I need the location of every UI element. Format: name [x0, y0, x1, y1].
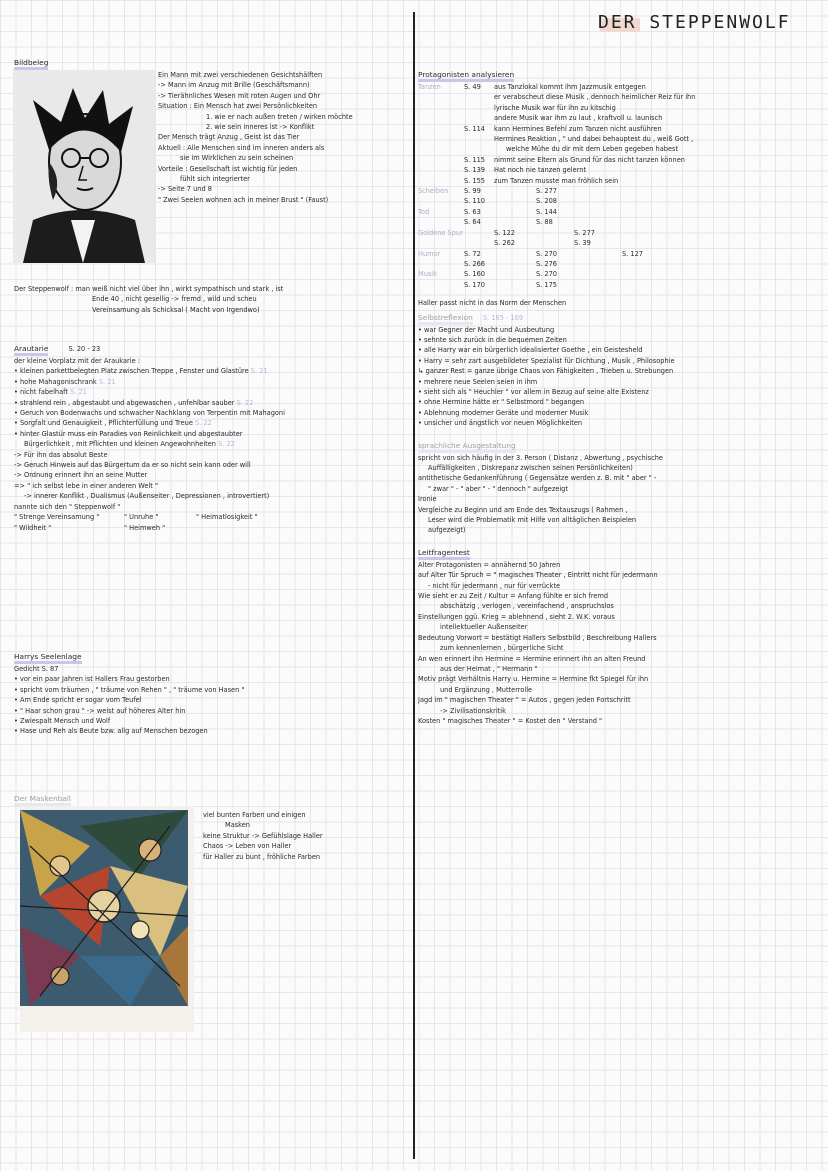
list-item: • hohe Mahagonischrank S. 21	[14, 377, 116, 386]
note-line: Leser wird die Problematik mit Hilfe von alltäglichen Beispielen	[428, 516, 637, 525]
topic-label: Scheiben	[418, 187, 449, 196]
section-heading-bildbeleg: Bildbeleg	[14, 58, 48, 70]
list-item: • vor ein paar Jahren ist Hallers Frau gestorben	[14, 675, 170, 684]
page-title: DER STEPPENWOLF	[598, 12, 791, 33]
note-line: -> Seite 7 und 8	[158, 185, 212, 194]
note-line: -> Mann im Anzug mit Brille (Geschäftsmann)	[158, 81, 310, 90]
note-line: Jagd im " magischen Theater " = Autos , gegen jeden Fortschritt	[418, 696, 631, 705]
trait: " Unruhe "	[124, 513, 159, 522]
note-line: viel bunten Farben und einigen	[203, 811, 306, 819]
maskenball-notes	[203, 810, 403, 862]
note-line: Chaos -> Leben von Haller	[203, 842, 292, 851]
list-item: • mehrere neue Seelen seien in ihm	[418, 377, 538, 386]
topic-label: Humor	[418, 249, 441, 258]
list-item: • alle Harry war ein bürgerlich idealisierter Goethe , ein Geistesheld	[418, 346, 643, 355]
note-line: -> innerer Konflikt , Dualismus (Außenseiter , Depressionen , introvertiert)	[24, 492, 270, 501]
arautarie-pages: S. 20 - 23	[68, 345, 101, 353]
note-line: -> Zivilisationskritik	[440, 706, 506, 715]
note-line: Ende 40 , nicht gesellig -> fremd , wild und scheu	[92, 295, 257, 304]
note-line: aufgezeigt)	[428, 526, 466, 535]
list-item: • Zwiespalt Mensch und Wolf	[14, 717, 111, 726]
right-column: Protagonisten analysieren Tanzen S. 49 aus Tanzlokal kommt ihm Jazzmusik entgegen er verabscheut diese Musik , dennoch heimlicher Reiz für ihn lyrische Musik war für ihn zu kitschig andere Musik war ihm zu laut , kraftvoll u. launisch S. 114 kann Hermines Befehl zum Tanzen nicht ausführen Hermines Reaktion , " und dabei behauptest du , weiß Gott , welche Mühe du dir mit dem Leben gegeben habest S. 115 nimmt seine Eltern als Grund für das nicht tanzen können S. 139 Hat noch nie tanzen gelernt S. 155 zum Tanzen musste man fröhlich sein Scheiben S. 99 S. 277 S. 110 S. 208 Tod S. 63 S. 144 S. 64 S. 88 Goldene Spur S. 122 S. 277 S. 262 S. 39 Humor S. 72 S. 270 S. 127 S. 266 S. 276 Musik S. 160 S. 270 S. 170 S. 175 Haller passt nicht in das Norm der Menschen Selbstreflexion S. 165 - 169 • war Gegner der Macht und Ausbeutung • sehnte sich zurück in die bequemen Zeiten • alle Harry war ein bürgerlich idealisierter Goethe , ein Geistesheld • Harry = sehr zart ausgebildeter Spezialist für Dichtung , Musik , Philosophie ↳ ganzer Rest = ganze übrige Chaos von Fähigkeiten , Trieben u. Strebungen • mehrere neue Seelen seien in ihm • sieht sich als " Heuchler " vor allem in Bezug auf seine alte Existenz • ohne Hermine hätte er " Selbstmord " begangen • Ablehnung moderner Geräte und moderner Musik • unsicher und ängstlich vor neuen Möglichkeiten sprachliche Ausgestaltung spricht von sich häufig in der 3. Person ( Distanz , Abwertung , psychische Auffälligkeiten , Diskrepanz zwischen seinen Persönlichkeiten) antithetische Gedankenführung ( Gegensätze werden z. B. mit " aber " - " zwar " - " aber " - " dennoch " aufgezeigt Ironie Vergleiche zu Beginn und am Ende des Textauszugs ( Rahmen , Leser wird die Problematik mit Hilfe von alltäglichen Beispielen aufgezeigt) Leitfragentest Alter Protagonisten = annähernd 50 Jahren auf Alter Tür Spruch = " magisches Theater , Eintritt nicht für jedermann - nicht für jedermann , nur für verrückte Wie sieht er zu Zeit / Kultur = Anfang fühlte er sich fremd abschätzig , verlogen , vereinfachend , anspruchslos Einstellungen ggü. Krieg = ablehnend , sieht 2. W.K. voraus intellektueller Außenseiter Bedeutung Vorwort = bestätigt Hallers Selbstbild , Beschreibung Hallers zum kennenlernen , bürgerliche Sicht An wen erinnert ihn Hermine = Hermine erinnert ihn an alten Freund aus der Heimat , " Hermann " Motiv prägt Verhältnis Harry u. Hermine = Hermine fkt Spiegel für ihn und Ergänzung , Mutterrolle Jagd im " magischen Theater " = Autos , gegen jeden Fortschritt -> Zivilisationskritik Kosten " magisches Theater " = Kostet den " Verstand "	[418, 66, 820, 1156]
note-line: Ein Mann mit zwei verschiedenen Gesichtshälften	[158, 71, 323, 79]
arautarie-section	[14, 340, 406, 533]
list-item: ↳ ganzer Rest = ganze übrige Chaos von Fähigkeiten , Trieben u. Strebungen	[418, 367, 674, 376]
note-line: Ironie	[418, 495, 437, 504]
note-line: Der Mensch trägt Anzug , Geist ist das Tier	[158, 133, 300, 142]
trait: " Heimweh "	[124, 523, 166, 532]
note-line: Kosten " magisches Theater " = Kostet den " Verstand "	[418, 716, 603, 725]
seelenlage-section	[14, 648, 406, 737]
note-line: " zwar " - " aber " - " dennoch " aufgezeigt	[428, 484, 568, 493]
note-line: sie im Wirklichen zu sein scheinen	[180, 154, 294, 163]
trait: " Strenge Vereinsamung "	[14, 513, 100, 522]
painting-drawing	[20, 806, 194, 1032]
section-heading-sprache: sprachliche Ausgestaltung	[418, 441, 516, 453]
section-heading-maskenball: Der Maskenball	[14, 794, 71, 806]
steppenwolf-description	[14, 284, 406, 315]
note-line: -> Ordnung erinnert ihn an seine Mutter	[14, 471, 148, 480]
note-line: Wie sieht er zu Zeit / Kultur = Anfang fühlte er sich fremd	[418, 592, 609, 601]
note-line: intellektueller Außenseiter	[440, 623, 528, 632]
section-heading-selbstreflexion: Selbstreflexion	[418, 313, 473, 325]
topic-label: Tod	[418, 207, 430, 216]
list-item: • unsicher und ängstlich vor neuen Möglichkeiten	[418, 419, 583, 428]
selbstreflexion-pages: S. 165 - 169	[482, 313, 524, 322]
list-item: • war Gegner der Macht und Ausbeutung	[418, 325, 555, 334]
note-line: auf Alter Tür Spruch = " magisches Theater , Eintritt nicht für jedermann	[418, 571, 658, 580]
list-item: • kleinen parkettbelegten Platz zwischen Treppe , Fenster und Glastüre S. 21	[14, 367, 268, 376]
list-item: • " Haar schon grau " -> weist auf höheres Alter hin	[14, 706, 186, 715]
note-line: Haller passt nicht in das Norm der Menschen	[418, 299, 567, 308]
note-line: Vergleiche zu Beginn und am Ende des Textauszugs ( Rahmen ,	[418, 505, 628, 514]
note-line: Aktuell : Alle Menschen sind im inneren anders als	[158, 143, 325, 152]
list-item: • strahlend rein , abgestaubt und abgewaschen , unfehlbar sauber S. 22	[14, 398, 254, 407]
list-item: • spricht vom träumen , " träume von Rehen " , " träume von Hasen "	[14, 685, 245, 694]
note-line: zum kennenlernen , bürgerliche Sicht	[440, 644, 564, 653]
traits-row	[14, 512, 406, 522]
note-line: Auffälligkeiten , Diskrepanz zwischen seinen Persönlichkeiten)	[428, 464, 633, 472]
note-line: Masken	[225, 821, 250, 830]
note-line: Situation : Ein Mensch hat zwei Persönlichkeiten	[158, 102, 318, 111]
list-item: • Harry = sehr zart ausgebildeter Spezialist für Dichtung , Musik , Philosophie	[418, 356, 675, 365]
note-line: => " ich selbst lebe in einer anderen Welt "	[14, 481, 158, 490]
masked-ball-painting	[20, 806, 194, 1032]
note-line: der kleine Vorplatz mit der Araukarie :	[14, 357, 140, 365]
note-line: Alter Protagonisten = annähernd 50 Jahren	[418, 560, 561, 569]
note-line: antithetische Gedankenführung ( Gegensätze werden z. B. mit " aber " -	[418, 474, 657, 483]
note-line: -> Für ihn das absolut Beste	[14, 450, 108, 459]
traits-row	[14, 523, 406, 533]
note-line: Bedeutung Vorwort = bestätigt Hallers Selbstbild , Beschreibung Hallers	[418, 633, 657, 642]
note-line: Der Steppenwolf : man weiß nicht viel über ihn , wirkt sympathisch und stark , ist	[14, 285, 284, 293]
list-item: • Sorgfalt und Genauigkeit , Pflichterfüllung und Treue S. 22	[14, 419, 212, 428]
note-line: aus der Heimat , " Hermann "	[440, 664, 538, 673]
note-line: spricht von sich häufig in der 3. Person ( Distanz , Abwertung , psychische	[418, 453, 663, 462]
topic-label: Musik	[418, 270, 437, 279]
note-line: fühlt sich integrierter	[180, 175, 250, 184]
list-item: • nicht fabelhaft S. 21	[14, 388, 87, 397]
list-item: • hinter Glastür muss ein Paradies von Reinlichkeit und abgestaubter	[14, 429, 243, 438]
note-line: nannte sich den " Steppenwolf "	[14, 502, 121, 511]
list-item: Bürgerlichkeit , mit Pflichten und kleinen Angewohnheiten S. 22	[24, 440, 235, 449]
topic-label: Goldene Spur	[418, 228, 463, 237]
note-line: für Haller zu bunt , fröhliche Farben	[203, 852, 321, 861]
trait: " Heimatlosigkeit "	[196, 513, 258, 522]
note-line: 1. wie er nach außen treten / wirken möchte	[206, 112, 353, 121]
note-line: " Zwei Seelen wohnen ach in meiner Brust " (Faust)	[158, 195, 329, 204]
bildbeleg-notes	[158, 70, 406, 205]
note-line: -> Geruch Hinweis auf das Bürgertum da er so nicht sein kann oder will	[14, 461, 251, 470]
list-item: • sehnte sich zurück in die bequemen Zeiten	[418, 335, 567, 344]
list-item: • Ablehnung moderner Geräte und moderner Musik	[418, 408, 589, 417]
note-line: An wen erinnert ihn Hermine = Hermine erinnert ihn an alten Freund	[418, 654, 646, 663]
maskenball-heading-wrap	[14, 790, 214, 806]
note-line: Vorteile : Gesellschaft ist wichtig für jeden	[158, 164, 298, 173]
section-heading-protagonisten: Protagonisten analysieren	[418, 70, 514, 82]
section-heading-leitfragen: Leitfragentest	[418, 548, 470, 560]
note-line: 2. wie sein inneres ist -> Konflikt	[206, 123, 315, 132]
note-line: keine Struktur -> Gefühlslage Haller	[203, 831, 323, 840]
note-line: Gedicht S. 87	[14, 665, 59, 673]
section-heading-seelenlage: Harrys Seelenlage	[14, 652, 82, 664]
note-line: Vereinsamung als Schicksal ( Macht von Irgendwo)	[92, 305, 260, 314]
column-divider	[413, 12, 415, 1159]
note-line: abschätzig , verlogen , vereinfachend , anspruchslos	[440, 602, 614, 611]
note-line: Einstellungen ggü. Krieg = ablehnend , sieht 2. W.K. voraus	[418, 612, 615, 621]
list-item: • ohne Hermine hätte er " Selbstmord " begangen	[418, 398, 585, 407]
list-item: • Am Ende spricht er sogar vom Teufel	[14, 696, 142, 705]
note-line: Motiv prägt Verhältnis Harry u. Hermine = Hermine fkt Spiegel für ihn	[418, 675, 649, 684]
list-item: • Geruch von Bodenwachs und schwacher Nachklang von Terpentin mit Mahagoni	[14, 409, 285, 418]
note-line: -> Tierähnliches Wesen mit roten Augen und Ohr	[158, 91, 321, 100]
topic-label: Tanzen	[418, 83, 441, 91]
trait: " Wildheit "	[14, 523, 52, 532]
list-item: • Hase und Reh als Beute bzw. allg auf Menschen bezogen	[14, 727, 208, 736]
note-line: und Ergänzung , Mutterrolle	[440, 685, 533, 694]
note-line: - nicht für jedermann , nur für verrückte	[428, 581, 561, 590]
list-item: • sieht sich als " Heuchler " vor allem in Bezug auf seine alte Existenz	[418, 387, 649, 396]
section-heading-arautarie: Arautarie	[14, 344, 48, 356]
